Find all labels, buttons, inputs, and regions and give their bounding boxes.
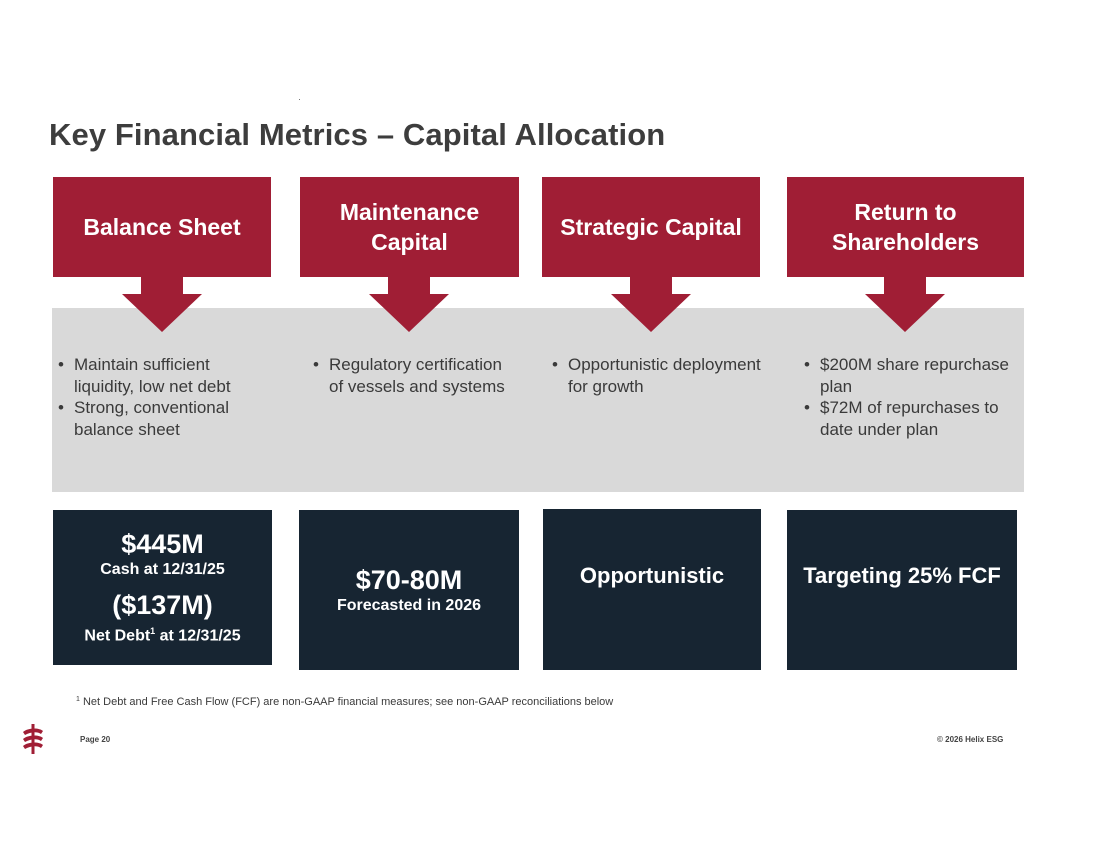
page-number: Page 20	[80, 735, 111, 744]
list-item: • Maintain sufficient liquidity, low net debt	[58, 354, 258, 397]
metric-box-maintenance-capital	[299, 510, 519, 670]
metric-value: ($137M)	[112, 589, 213, 620]
down-arrow-icon	[122, 276, 202, 332]
metric-box-balance-sheet	[53, 510, 272, 665]
helix-logo-icon	[20, 723, 46, 755]
list-item: • Regulatory certification of vessels and systems	[313, 354, 513, 397]
header-line: Capital	[371, 229, 448, 255]
page-title: Key Financial Metrics – Capital Allocation	[49, 117, 666, 152]
metric-label-text: Net Debt	[84, 627, 151, 645]
bullet-list-maintenance-capital	[313, 354, 513, 397]
metric-label: Forecasted in 2026	[336, 596, 482, 614]
header-balance-sheet	[53, 177, 271, 277]
list-item: • Opportunistic deployment for growth	[552, 354, 762, 397]
list-item: • $200M share repurchase plan	[804, 354, 1009, 397]
footnote	[76, 696, 613, 708]
metric-label: Cash at 12/31/25	[100, 560, 225, 578]
header-line: Balance Sheet	[83, 214, 241, 240]
list-item: • $72M of repurchases to date under plan	[804, 397, 1009, 440]
header-line: Shareholders	[832, 229, 979, 255]
metric-label	[84, 621, 240, 646]
metric-value: Targeting 25% FCF	[803, 563, 1001, 588]
metric-value: $445M	[121, 528, 204, 559]
footnote-marker: 1	[150, 625, 156, 636]
list-item: • Strong, conventional balance sheet	[58, 397, 258, 440]
footnote-marker: 1	[76, 696, 80, 703]
header-maintenance-capital	[300, 177, 519, 277]
bullet-list-balance-sheet	[58, 354, 258, 440]
metric-value: $70-80M	[355, 564, 463, 595]
down-arrow-icon	[369, 276, 449, 332]
header-line: Strategic Capital	[560, 214, 742, 240]
header-return-to-shareholders	[787, 177, 1024, 277]
down-arrow-icon	[865, 276, 945, 332]
bullet-list-strategic-capital	[552, 354, 762, 397]
footnote-text: Net Debt and Free Cash Flow (FCF) are non-GAAP financial measures; see non-GAAP reconciliations below	[79, 696, 614, 708]
metric-box-strategic-capital	[543, 509, 761, 670]
header-line: Return to	[854, 199, 957, 225]
header-line: Maintenance	[339, 199, 480, 225]
metric-value: Opportunistic	[579, 563, 725, 588]
bullet-list-return-to-shareholders	[804, 354, 1009, 440]
metric-box-return-to-shareholders	[787, 510, 1017, 670]
down-arrow-icon	[611, 276, 691, 332]
copyright: © 2026 Helix ESG	[937, 735, 1004, 744]
metric-label-text: at 12/31/25	[155, 627, 241, 645]
header-strategic-capital	[542, 177, 760, 277]
decorative-dot	[299, 99, 300, 100]
